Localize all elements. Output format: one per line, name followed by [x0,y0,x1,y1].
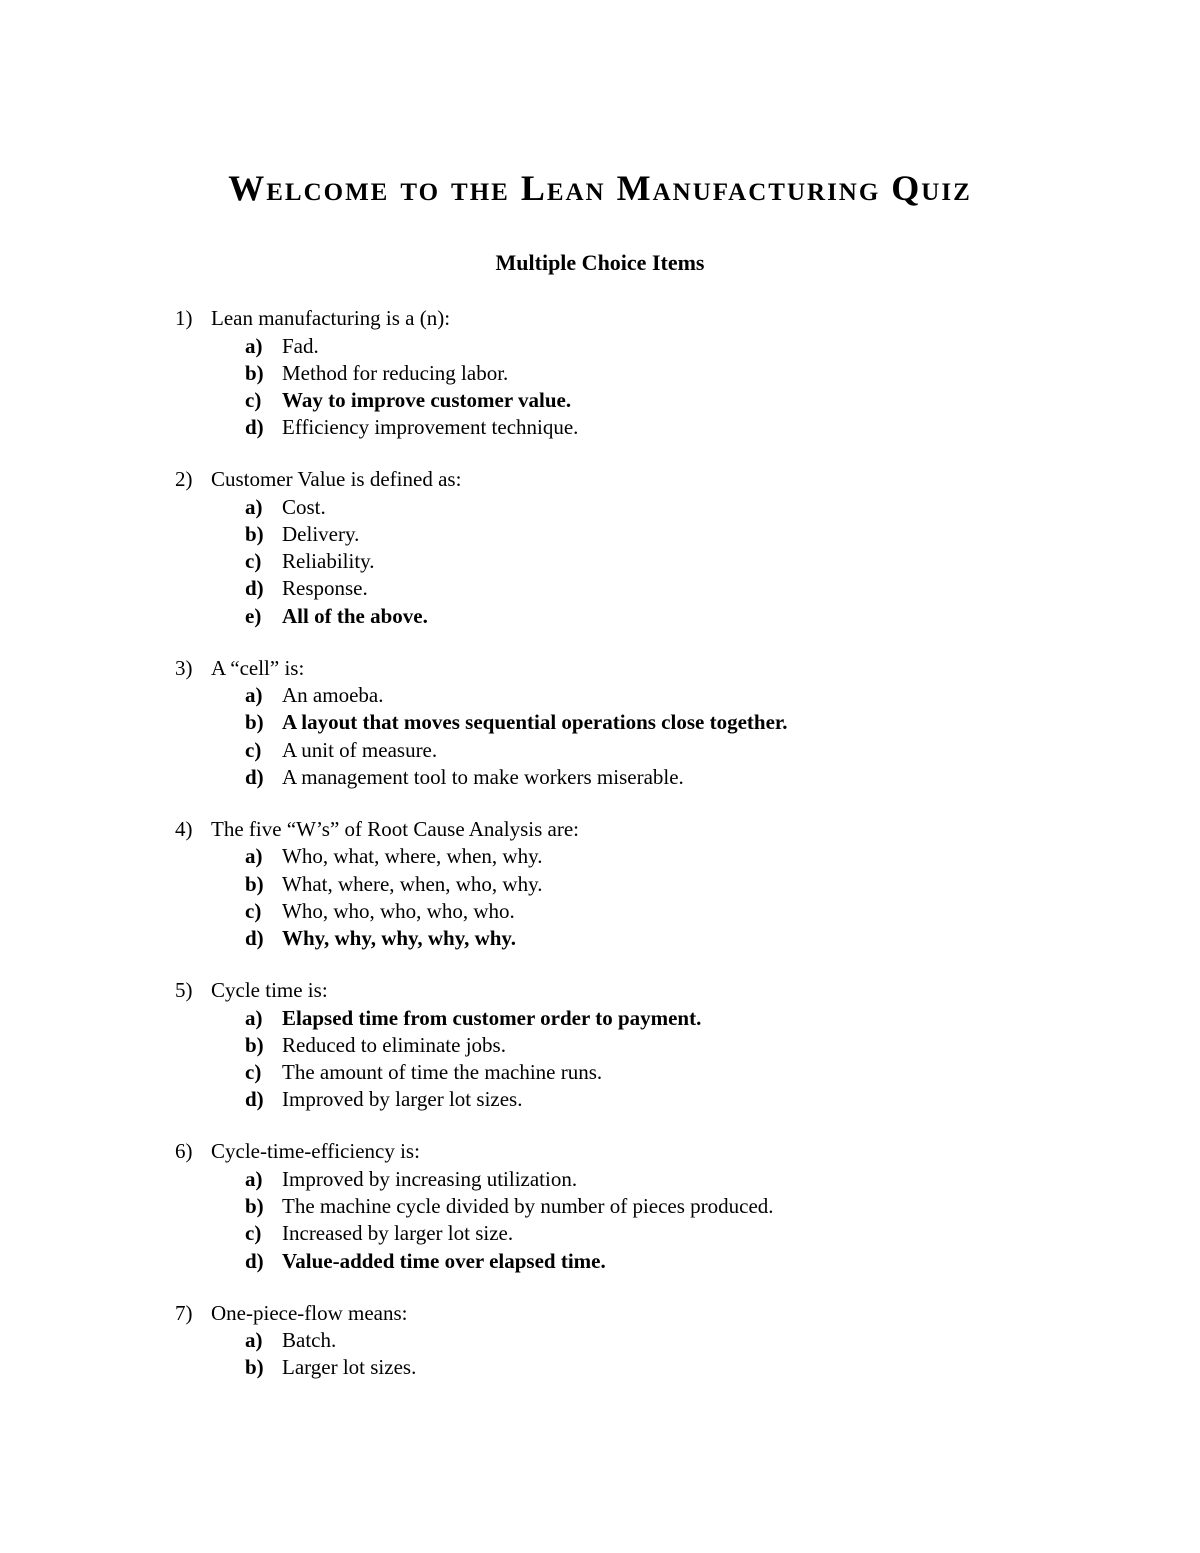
answer-option [245,360,1135,387]
correct-answer-text: A layout that moves sequential operations close together. [282,710,788,735]
answer-option [245,1032,1135,1059]
question-item [175,655,1135,791]
option-list [175,1327,1135,1381]
answer-option [245,1248,1135,1275]
option-letter: a) [245,1005,263,1030]
answer-option [245,898,1135,925]
question-item [175,1138,1135,1274]
answer-option [245,1220,1135,1247]
question-number: 1) [175,306,193,330]
option-text: Efficiency improvement technique. [282,415,579,440]
question-item [175,977,1135,1113]
question-number: 2) [175,467,193,492]
option-letter: a) [245,1328,263,1353]
answer-option [245,494,1135,521]
answer-option [245,925,1135,952]
option-letter: c) [245,737,262,762]
option-letter: d) [245,1087,264,1112]
option-letter: b) [245,521,264,546]
option-letter: e) [245,603,262,628]
question-item [175,466,1135,629]
option-text: Batch. [282,1328,337,1353]
answer-option [245,1086,1135,1113]
option-text: Cost. [282,494,326,519]
option-letter: a) [245,333,263,358]
answer-option [245,603,1135,630]
question-item [175,1300,1135,1382]
option-letter: b) [245,871,264,896]
page-title: Welcome to the Lean Manufacturing Quiz [228,168,972,208]
option-text: The amount of time the machine runs. [282,1060,603,1085]
question-list [175,305,1135,1407]
question-stem [175,1300,1135,1328]
option-text: An amoeba. [282,683,384,708]
option-letter: a) [245,683,263,708]
correct-answer-text: Value-added time over elapsed time. [282,1248,606,1273]
option-list [175,682,1135,791]
correct-answer-text: All of the above. [282,603,428,628]
option-list [175,333,1135,442]
question-text: Cycle-time-efficiency is: [211,1139,420,1164]
question-stem [175,977,1135,1005]
answer-option [245,1059,1135,1086]
option-text: Who, who, who, who, who. [282,898,515,923]
question-text: Lean manufacturing is a (n): [211,306,451,330]
question-item [175,816,1135,952]
option-letter: a) [245,494,263,519]
option-text: Fad. [282,333,319,358]
question-number: 5) [175,978,193,1003]
option-letter: a) [245,1166,263,1191]
question-text: Customer Value is defined as: [211,467,462,492]
option-text: Response. [282,576,368,601]
option-letter: c) [245,1060,262,1085]
question-number: 6) [175,1139,193,1164]
answer-option [245,682,1135,709]
option-text: Delivery. [282,521,360,546]
question-stem [175,655,1135,683]
option-list [175,1166,1135,1275]
option-letter: c) [245,387,262,412]
option-text: A management tool to make workers miserable. [282,764,684,789]
option-letter: c) [245,1221,262,1246]
question-number: 7) [175,1300,193,1325]
option-text: A unit of measure. [282,737,438,762]
option-letter: d) [245,1248,264,1273]
question-number: 3) [175,655,193,680]
option-text: Improved by larger lot sizes. [282,1087,523,1112]
question-item [175,305,1135,441]
option-text: The machine cycle divided by number of pieces produced. [282,1194,774,1219]
answer-option [245,871,1135,898]
option-text: Increased by larger lot size. [282,1221,514,1246]
option-list [175,843,1135,952]
question-text: A “cell” is: [211,655,305,680]
answer-option [245,575,1135,602]
answer-option [245,843,1135,870]
option-list [175,1005,1135,1114]
question-number: 4) [175,816,193,841]
option-letter: d) [245,415,264,440]
question-stem [175,816,1135,844]
option-text: Reliability. [282,549,375,574]
option-letter: b) [245,710,264,735]
answer-option [245,548,1135,575]
answer-option [245,1327,1135,1354]
answer-option [245,1354,1135,1381]
option-letter: b) [245,1032,264,1057]
option-letter: d) [245,926,264,950]
answer-option [245,1193,1135,1220]
option-text: What, where, when, who, why. [282,871,543,896]
question-text: The five “W’s” of Root Cause Analysis are: [211,816,579,841]
option-letter: d) [245,576,264,601]
answer-option [245,1005,1135,1032]
question-text: One-piece-flow means: [211,1300,408,1325]
correct-answer-text: Why, why, why, why, why. [282,926,517,950]
answer-option [245,737,1135,764]
answer-option [245,764,1135,791]
option-letter: d) [245,764,264,789]
option-text: Who, what, where, when, why. [282,844,543,869]
section-heading: Multiple Choice Items [495,250,705,275]
option-text: Method for reducing labor. [282,360,509,385]
question-stem [175,466,1135,494]
answer-option [245,387,1135,414]
option-letter: c) [245,898,262,923]
option-text: Reduced to eliminate jobs. [282,1032,506,1057]
option-letter: a) [245,844,263,869]
option-letter: b) [245,360,264,385]
question-stem [175,305,1135,333]
answer-option [245,414,1135,441]
answer-option [245,333,1135,360]
answer-option [245,709,1135,736]
correct-answer-text: Way to improve customer value. [282,387,572,412]
option-letter: b) [245,1355,264,1380]
option-text: Improved by increasing utilization. [282,1166,578,1191]
answer-option [245,521,1135,548]
question-stem [175,1138,1135,1166]
option-letter: b) [245,1194,264,1219]
answer-option [245,1166,1135,1193]
option-list [175,494,1135,630]
option-letter: c) [245,549,262,574]
option-text: Larger lot sizes. [282,1355,417,1380]
correct-answer-text: Elapsed time from customer order to payment. [282,1005,702,1030]
question-text: Cycle time is: [211,978,328,1003]
